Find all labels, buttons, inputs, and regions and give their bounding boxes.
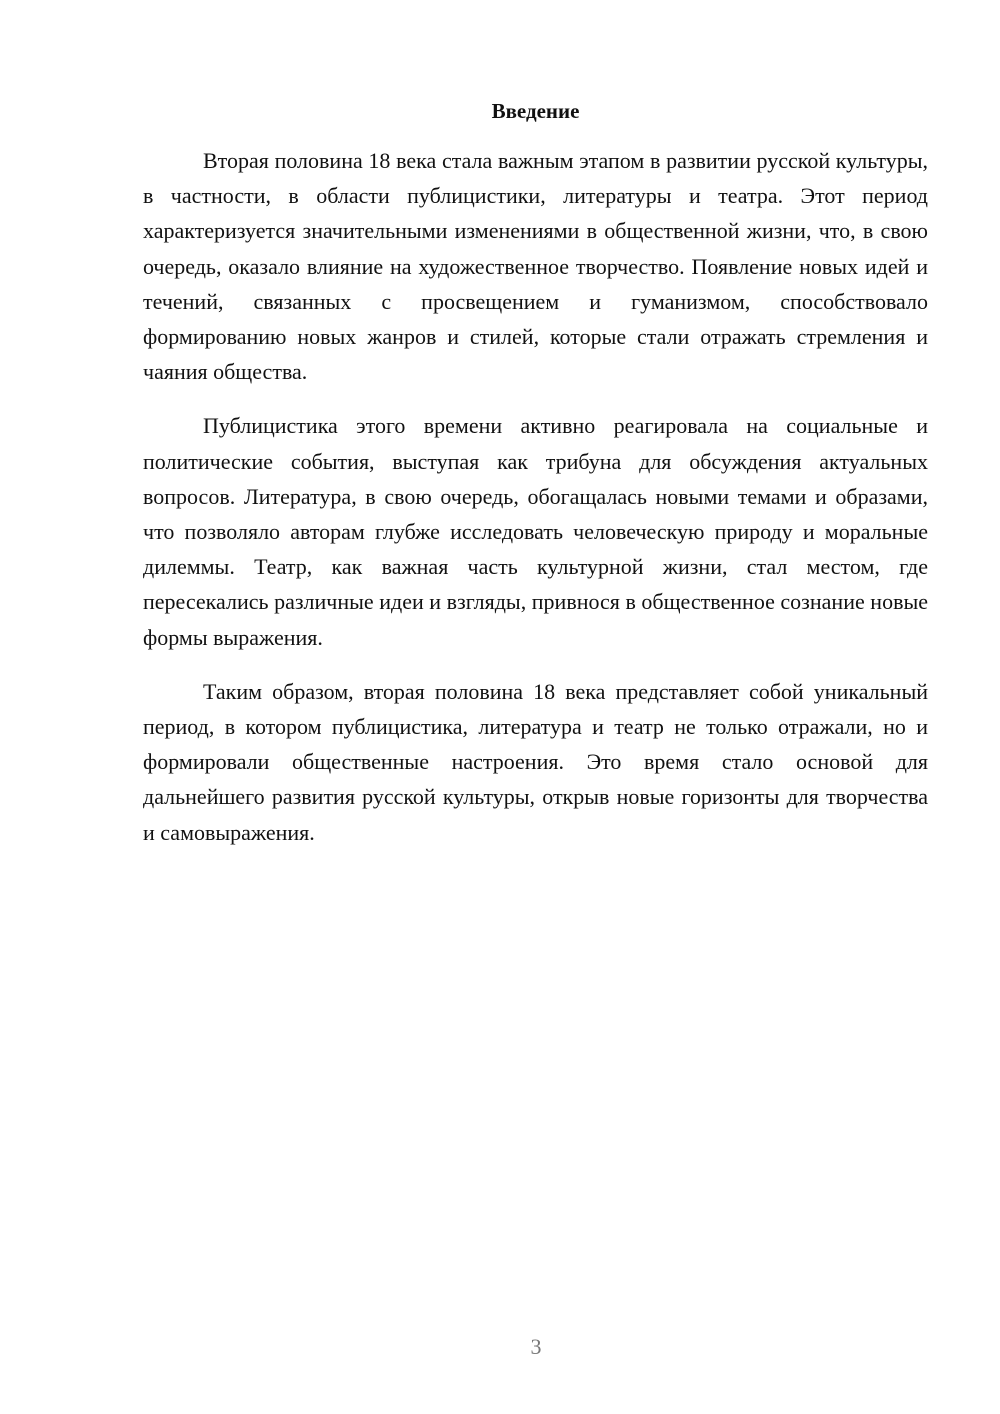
section-heading: Введение [491, 99, 580, 123]
paragraph-3: Таким образом, вторая половина 18 века представляет собой уникальный период, в котором публицистика, литература и театр не только отражали, но и формировали общественные настроения. Это время стало основой для дальнейшего развития русской культуры, открыв новые горизонты для творчества и самовыражения. [143, 678, 928, 845]
paragraph-2: Публицистика этого времени активно реагировала на социальные и политические события, выступая как трибуна для обсуждения актуальных вопросов. Литература, в свою очередь, обогащалась новыми темами и образами, что позволяло авторам глубже исследовать человеческую природу и моральные дилеммы. Театр, как важная часть культурной жизни, стал местом, где пересекались различные идеи и взгляды, привнося в общественное сознание новые формы выражения. [143, 413, 928, 650]
body-text [143, 143, 928, 869]
page-number: 3 [530, 1334, 542, 1359]
paragraph-1: Вторая половина 18 века стала важным этапом в развитии русской культуры, в частности, в области публицистики, литературы и театра. Этот период характеризуется значительными изменениями в общественной жизни, что, в свою очередь, оказало влияние на художественное творчество. Появление новых идей и течений, связанных с просвещением и гуманизмом, способствовало формированию новых жанров и стилей, которые стали отражать стремления и чаяния общества. [143, 148, 928, 385]
